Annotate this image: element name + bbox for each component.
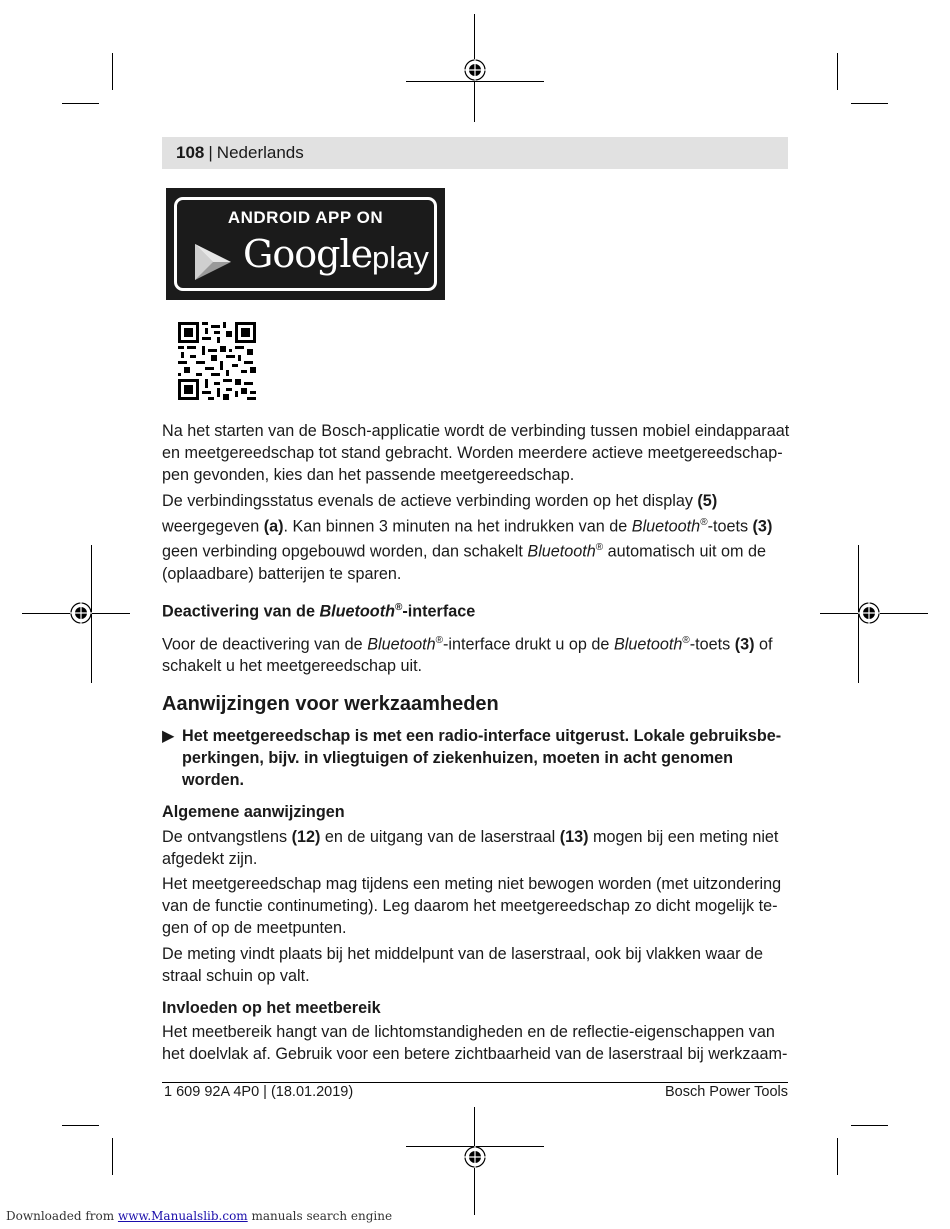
manualslib-link[interactable]: www.Manualslib.com (117, 1209, 248, 1223)
text-run: Deactivering van de (162, 602, 320, 621)
text-run: De verbindingsstatus evenals de actieve verbinding worden op het display (162, 491, 698, 510)
heading-deactivation (162, 597, 790, 623)
registered-mark: ® (394, 602, 403, 614)
paragraph-no-movement: Het meetgereedschap mag tijdens een meting niet bewogen worden (met uitzondering van de functie continumeting). Leg daarom het meetgereedschap zo dicht mogelijk tegen of op de meetpunten. (162, 875, 782, 938)
page-number: 108 (176, 143, 205, 162)
reference-laser-exit: (13) (559, 827, 589, 846)
text-run: De ontvangstlens (162, 827, 292, 846)
reference-display: (5) (697, 491, 718, 510)
reference-button: (3) (752, 517, 773, 536)
crop-mark (851, 103, 888, 104)
text-run: mogen bij een meting niet afgedekt zijn. (162, 827, 779, 868)
paragraph-connection-status (162, 490, 790, 586)
footer-brand: Bosch Power Tools (664, 1084, 788, 1100)
registration-mark-icon (858, 602, 880, 624)
qr-code-icon[interactable] (178, 322, 256, 400)
registration-mark-icon (464, 1146, 486, 1168)
footer-doc-number: 1 609 92A 4P0 | (18.01.2019) (164, 1084, 354, 1100)
paragraph-deactivation (162, 630, 790, 678)
subheading-range: Invloeden op het meetbereik (162, 999, 381, 1018)
paragraph-connection: Na het starten van de Bosch-applicatie wordt de verbinding tussen mobiel eindapparaat en meetgereedschap tot stand gebracht. Worden meerdere actieve meetgereedschappen gevonden, kies dan het passende meetgereedschap. (162, 422, 790, 485)
text-run: -interface (402, 602, 476, 621)
page-header (162, 137, 788, 169)
paragraph-range: Het meetbereik hangt van de lichtomstandigheden en de reflectie-eigenschappen van het doelvlak af. Gebruik voor een betere zichtbaarheid van de laserstraal bij werkzaam- (162, 1023, 788, 1064)
registration-mark-icon (70, 602, 92, 624)
download-note (6, 1209, 392, 1223)
text-run: Downloaded from (6, 1209, 118, 1223)
crop-mark (837, 53, 838, 90)
bluetooth-term: Bluetooth (613, 635, 683, 654)
registered-mark: ® (682, 634, 690, 646)
crop-mark (62, 103, 99, 104)
warning-text: Het meetgereedschap is met een radio-interface uitgerust. Lokale gebruiksbeperkingen, bijv. in vliegtuigen of ziekenhuizen, moeten in acht genomen worden. (182, 726, 782, 790)
reference-a: (a) (263, 517, 284, 536)
crop-mark (406, 81, 544, 82)
registered-mark: ® (435, 634, 443, 646)
crop-mark (62, 1125, 99, 1126)
play-triangle-icon (193, 242, 233, 282)
text-run: en de uitgang van de laserstraal (320, 827, 560, 846)
badge-top-text: ANDROID APP ON (227, 208, 384, 227)
bluetooth-term: Bluetooth (631, 517, 701, 536)
reference-lens: (12) (291, 827, 321, 846)
warning-notice (162, 725, 790, 792)
reference-button: (3) (734, 635, 755, 654)
text-run: Voor de deactivering van de (162, 635, 368, 654)
bluetooth-term: Bluetooth (527, 542, 596, 561)
text-run: -toets (689, 635, 735, 654)
text-run: -interface drukt u op de (442, 635, 614, 654)
text-run: geen verbinding opgebouwd worden, dan schakelt (162, 542, 528, 561)
crop-mark (112, 1138, 113, 1175)
registered-mark: ® (595, 542, 604, 554)
google-play-badge[interactable] (166, 188, 445, 300)
badge-border (174, 197, 437, 291)
text-run: weergegeven (162, 517, 264, 536)
text-run: of schakelt u het meetgereedschap uit. (162, 635, 773, 676)
badge-brand-text: Google (243, 232, 373, 276)
subheading-general: Algemene aanwijzingen (162, 803, 345, 822)
text-run: -toets (707, 517, 753, 536)
footer-rule (162, 1082, 788, 1083)
text-run: . Kan binnen 3 minuten na het indrukken van de (283, 517, 632, 536)
paragraph-center-point: De meting vindt plaats bij het middelpunt van de laserstraal, ook bij vlakken waar de straal schuin op valt. (162, 944, 764, 985)
paragraph-lens (162, 826, 790, 870)
crop-mark (851, 1125, 888, 1126)
text-run: automatisch uit om de (oplaadbare) batterijen te sparen. (162, 542, 767, 583)
text-run: manuals search engine (247, 1209, 393, 1223)
crop-mark (837, 1138, 838, 1175)
bluetooth-term: Bluetooth (367, 635, 436, 654)
registered-mark: ® (700, 516, 708, 528)
main-content (162, 420, 790, 1069)
bluetooth-term: Bluetooth (319, 602, 395, 621)
badge-store-text: play (372, 240, 429, 275)
header-separator: | (208, 143, 213, 162)
warning-triangle-icon: ▶ (162, 726, 175, 745)
section-title: Aanwijzingen voor werkzaamheden (162, 692, 499, 715)
page-language: Nederlands (216, 143, 304, 162)
crop-mark (112, 53, 113, 90)
registration-mark-icon (464, 59, 486, 81)
